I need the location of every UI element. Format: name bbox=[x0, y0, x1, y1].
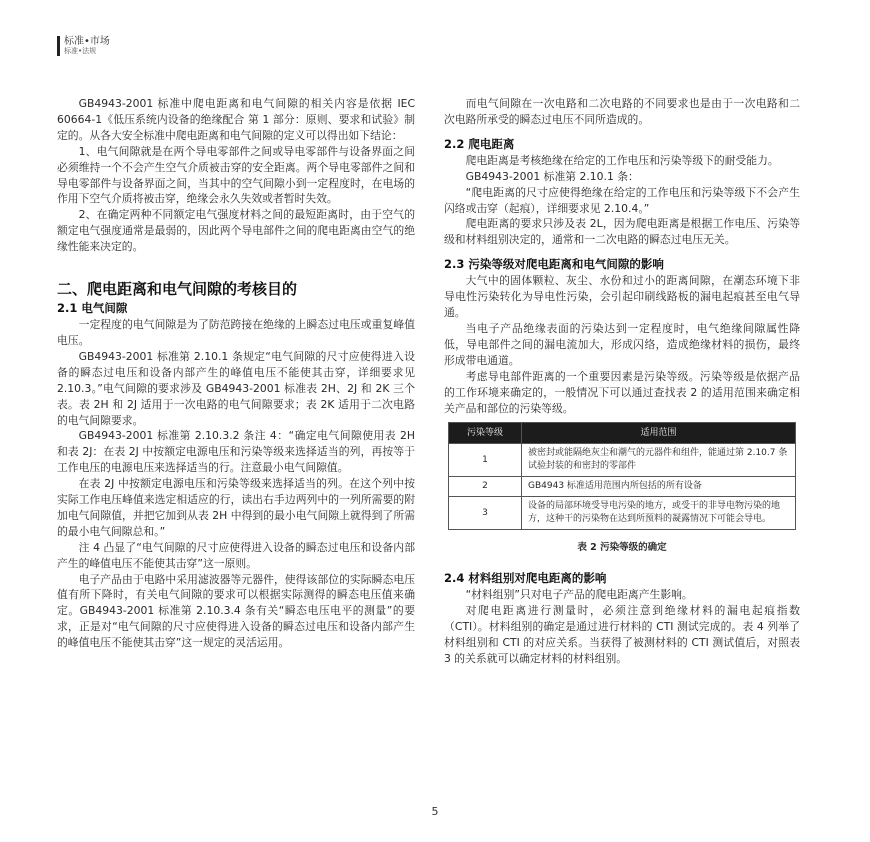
level-cell: 3 bbox=[449, 497, 522, 530]
paragraph: 爬电距离的要求只涉及表 2L，因为爬电距离是根据工作电压、污染等级和材料组别决定的，通常和一二次电路的瞬态过电压无关。 bbox=[444, 217, 800, 247]
paragraph: GB4943-2001 标准第 2.10.1 条： bbox=[465, 169, 639, 183]
spacer bbox=[444, 128, 800, 136]
scope-cell: 设备的局部环境受导电污染的地方，或受干的非导电物污染的地方，这种干的污染物在达到所预料的凝露情况下可能会导电。 bbox=[522, 497, 796, 530]
table-caption: 表 2 污染等级的确定 bbox=[577, 542, 667, 554]
paragraph: 对爬电距离进行测量时，必须注意到绝缘材料的漏电起痕指数（CTI）。材料组别的确定是通过进行材料的 CTI 测试完成的。表 4 列举了材料组别和 CTI 的对应关系。当获得了被测材料的 CTI 测试值后，对照表 3 的关系就可以确定材料的材料组别。 bbox=[444, 604, 800, 665]
paragraph: 2、在确定两种不同额定电气强度材料之间的最短距离时，由于空气的额定电气强度通常是最弱的，因此两个导电部件之间的爬电距离由空气的绝缘性能来决定的。 bbox=[57, 208, 415, 254]
subsection-heading-2-4: 2.4 材料组别对爬电距离的影响 bbox=[444, 571, 607, 586]
paragraph: 注 4 凸显了“电气间隙的尺寸应使得进入设备的瞬态过电压和设备内部产生的峰值电压不能使其击穿”这一原则。 bbox=[57, 540, 415, 570]
paragraph: 爬电距离是考核绝缘在给定的工作电压和污染等级下的耐受能力。 bbox=[465, 153, 779, 167]
page-number: 5 bbox=[431, 805, 439, 818]
paragraph: GB4943-2001 标准第 2.10.1 条规定“电气间隙的尺寸应使得进入设备的瞬态过电压和设备内部产生的峰值电压不能使其击穿，详细要求见 2.10.3。”电气间隙的要求涉及 GB4943-2001 标准表 2H、2J 和 2K 三个表。表 2H 和 2J 适用于一次电路的电气间隙要求；表 2K 适用于二次电路的电气间隙要求。 bbox=[57, 349, 415, 427]
table-header-level: 污染等级 bbox=[449, 423, 522, 444]
header-subtitle: 标准•法规 bbox=[64, 47, 97, 55]
scope-cell: GB4943 标准适用范围内所包括的所有设备 bbox=[522, 477, 796, 497]
paragraph: 在表 2J 中按额定电源电压和污染等级来选择适当的列。在这个列中按实际工作电压峰值来选定相适应的行，读出右手边两列中的一列所需要的附加电气间隙值，并把它加到从表 2H 中得到的最小电气间隙上就得到了所需的最小电气间隙总和。” bbox=[57, 477, 415, 538]
paragraph: 考虑导电部件距离的一个重要因素是污染等级。污染等级是依据产品的工作环境来确定的，一般情况下可以通过查找表 2 的适用范围来确定相关产品和部位的污染等级。 bbox=[444, 369, 800, 415]
paragraph: “爬电距离的尺寸应使得绝缘在给定的工作电压和污染等级下不会产生闪络或击穿（起痕），详细要求见 2.10.4。” bbox=[444, 185, 800, 215]
left-column bbox=[57, 96, 415, 651]
subsection-heading-2-3: 2.3 污染等级对爬电距离和电气间隙的影响 bbox=[444, 257, 664, 272]
subsection-heading-2-2: 2.2 爬电距离 bbox=[444, 136, 515, 151]
paragraph: “材料组别”只对电子产品的爬电距离产生影响。 bbox=[465, 588, 693, 602]
right-column bbox=[444, 96, 800, 667]
table-header-row bbox=[449, 423, 796, 444]
table-row bbox=[449, 477, 796, 497]
table-header-scope: 适用范围 bbox=[522, 423, 796, 444]
section-heading: 二、爬电距离和电气间隙的考核目的 bbox=[57, 280, 298, 299]
scope-cell: 被密封或能隔绝灰尘和潮气的元器件和组件，能通过第 2.10.7 条试验封装的和密封的零部件 bbox=[522, 444, 796, 477]
header-text bbox=[64, 36, 110, 56]
table-row bbox=[449, 497, 796, 530]
subsection-heading-2-1: 2.1 电气间隙 bbox=[57, 301, 128, 316]
paragraph: 一定程度的电气间隙是为了防范跨接在绝缘的上瞬态过电压或重复峰值电压。 bbox=[57, 318, 415, 347]
level-cell: 2 bbox=[449, 477, 522, 497]
paragraph: 大气中的固体颗粒、灰尘、水份和过小的距离间隙，在潮态环境下非导电性污染转化为导电性污染，会引起印刷线路板的漏电起痕甚至电气导通。 bbox=[444, 274, 800, 320]
level-cell: 1 bbox=[449, 444, 522, 477]
paragraph: 电子产品由于电路中采用滤波器等元器件，使得该部位的实际瞬态电压值有所下降时，有关电气间隙的要求可以根据实际测得的瞬态电压值来确定。GB4943-2001 标准第 2.10.3.4 条有关“瞬态电压电平的测量”的要求，正是对“电气间隙的尺寸应使得进入设备的瞬态过电压和设备内部产生的峰值电压不能使其击穿”这一规定的灵活运用。 bbox=[57, 572, 415, 650]
pollution-level-table bbox=[448, 422, 796, 530]
table-row bbox=[449, 444, 796, 477]
paragraph: 当电子产品绝缘表面的污染达到一定程度时，电气绝缘间隙属性降低，导电部件之间的漏电流加大，形成闪络，造成绝缘材料的损伤，最终形成带电通道。 bbox=[444, 321, 800, 367]
header-title: 标准•市场 bbox=[64, 36, 110, 47]
spacer bbox=[444, 248, 800, 256]
paragraph: GB4943-2001 标准第 2.10.3.2 条注 4：“确定电气间隙使用表 2H 和表 2J：在表 2J 中按额定电源电压和污染等级来选择适当的列，再按等于工作电压的电源电压来选择适当的行。注意最小电气间隙值。 bbox=[57, 429, 415, 475]
header-bar bbox=[57, 36, 60, 56]
spacer bbox=[57, 255, 415, 270]
paragraph: 而电气间隙在一次电路和二次电路的不同要求也是由于一次电路和二次电路所承受的瞬态过电压不同所造成的。 bbox=[444, 97, 800, 126]
paragraph: 1、电气间隙就是在两个导电零部件之间或导电零部件与设备界面之间必须维持一个不会产生空气介质被击穿的安全距离。两个导电零部件之间和导电零部件与设备界面之间，当其中的空气间隙小到一定程度时，在电场的作用下空气介质将被击穿，绝缘会永久失效或者暂时失效。 bbox=[57, 144, 415, 206]
page-header bbox=[57, 36, 110, 56]
paragraph: GB4943-2001 标准中爬电距离和电气间隙的相关内容是依据 IEC 60664-1《低压系统内设备的绝缘配合 第 1 部分：原则、要求和试验》制定的。从各大安全标准中爬电距离和电气间隙的定义可以得出如下结论： bbox=[57, 97, 415, 142]
